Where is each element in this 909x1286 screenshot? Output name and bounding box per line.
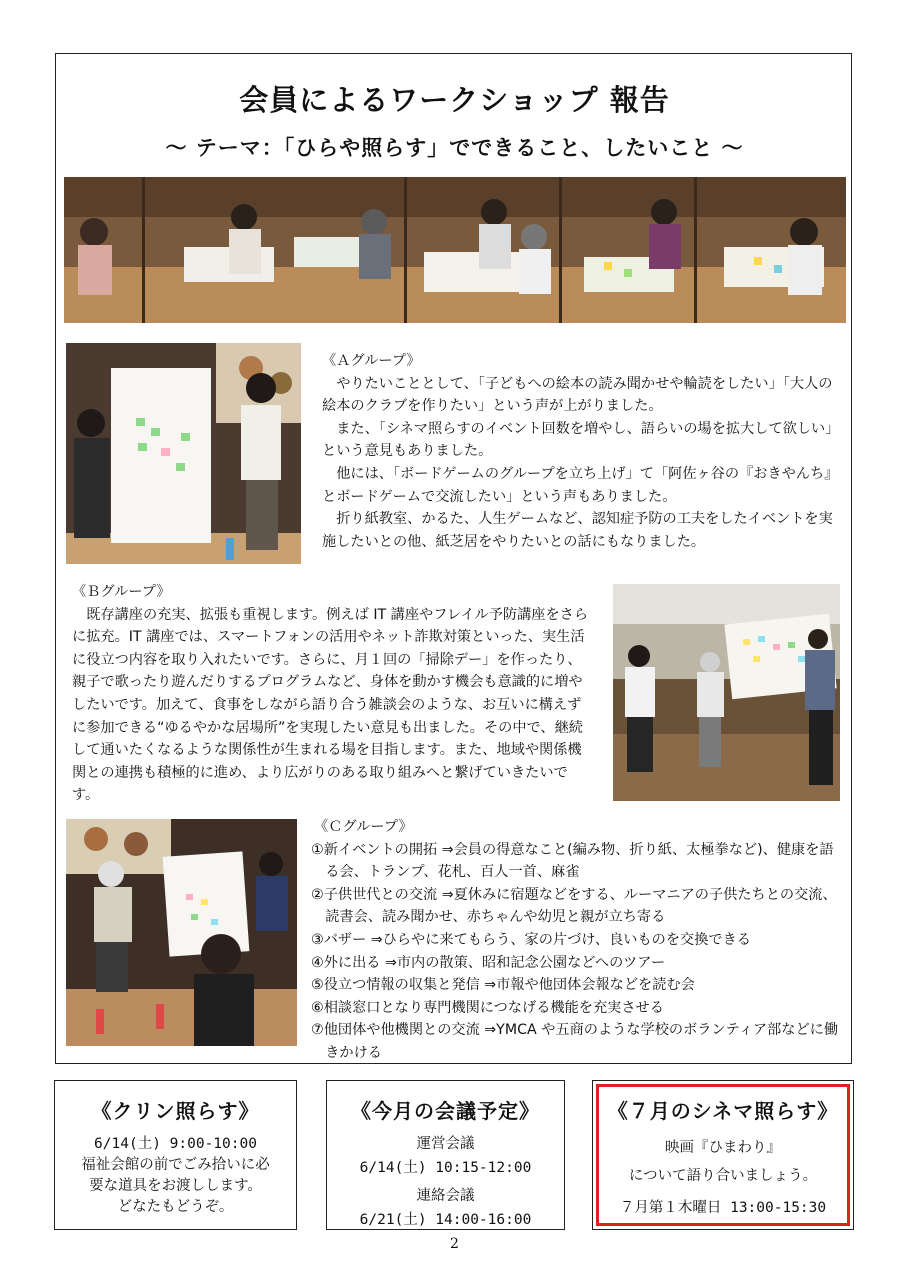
group-c-item: ①新イベントの開拓 ⇒会員の得意なこと(編み物、折り紙、太極拳など)、健康を語る会、トランプ、花札、百人一首、麻雀 bbox=[311, 841, 834, 881]
group-c-item: ⑤役立つ情報の収集と発信 ⇒市報や他団体会報などを読む会 bbox=[311, 977, 695, 994]
group-a-paragraph: また、「シネマ照らすのイベント回数を増やし、語らいの場を拡大して欲しい」という意見もありました。 bbox=[322, 420, 833, 460]
cinema-event-box bbox=[592, 1080, 854, 1230]
cinema-event-datetime: ７月第１木曜日 13:00-15:30 bbox=[619, 1200, 827, 1216]
group-a-paragraph: 他には、「ボードゲームのグループを立ち上げ」て「阿佐ヶ谷の『おきやんち』とボードゲームで交流したい」という声もありました。 bbox=[322, 465, 832, 505]
group-c-item: ②子供世代との交流 ⇒夏休みに宿題などをする、ルーマニアの子供たちとの交流、読書会、読み聞かせ、赤ちゃんや幼児と親が立ち寄る bbox=[311, 886, 837, 926]
meeting-name: 運営会議 bbox=[416, 1136, 475, 1152]
clean-event-box bbox=[54, 1080, 297, 1230]
group-c-item: ⑦他団体や他機関との交流 ⇒YMCA や五商のような学校のボランティア部などに働きかける bbox=[311, 1022, 839, 1061]
group-a-text bbox=[322, 350, 838, 553]
clean-event-datetime: 6/14(土) 9:00-10:00 bbox=[94, 1136, 257, 1152]
group-a-paragraph: 折り紙教室、かるた、人生ゲームなど、認知症予防の工夫をしたイベントを実施したいとの他、紙芝居をやりたいとの話にもなりました。 bbox=[322, 511, 833, 550]
cinema-event-accent-border bbox=[596, 1084, 850, 1226]
page-subtitle: ～ テーマ：「ひらや照らす」でできること、したいこと ～ bbox=[165, 136, 744, 160]
meeting-name: 連絡会議 bbox=[416, 1188, 475, 1204]
cinema-event-title: 《７月のシネマ照らす》 bbox=[607, 1099, 839, 1123]
group-c-item: ③バザー ⇒ひらやに来てもらう、家の片づけ、良いものを交換できる bbox=[311, 931, 751, 948]
group-b-text bbox=[72, 581, 592, 807]
page-title: 会員によるワークショップ 報告 bbox=[239, 83, 670, 117]
clean-event-title: 《クリン照らす》 bbox=[91, 1099, 260, 1123]
group-c-item: ④外に出る ⇒市内の散策、昭和記念公園などへのツアー bbox=[311, 954, 666, 971]
group-b-heading: 《Ｂグループ》 bbox=[72, 584, 171, 600]
clean-event-line: 要な道具をお渡しします。 bbox=[89, 1178, 262, 1194]
group-a-paragraph: やりたいこととして、「子どもへの絵本の読み聞かせや輪読をしたい」「大人の絵本のクラブを作りたい」という声が上がりました。 bbox=[322, 375, 833, 415]
clean-event-line: 福祉会館の前でごみ拾いに必 bbox=[81, 1157, 270, 1173]
group-b-paragraph: 既存講座の充実、拡張も重視します。例えば IT 講座やフレイル予防講座をさらに拡充。IT 講座では、スマートフォンの活用やネット詐欺対策といった、実生活に役立つ内容を取り入れたいです。さらに、月１回の「掃除デー」を作ったり、親子で歌ったり遊んだりするプログラムなど、身体を動かす機会も意識的に増やしたいです。加えて、食事をしながら語り合う雑談会のような、お互いに構えずに参加できる“ゆるやかな居場所”を実現したい意見も出ました。その中で、継続して通いたくなるような関係性が生まれる場を目指します。また、地域や関係機関との連携も積極的に進め、より広がりのある取り組みへと繋げていきたいです。 bbox=[72, 606, 589, 804]
cinema-event-line: について語り合いましょう。 bbox=[628, 1168, 818, 1184]
group-c-photo bbox=[66, 819, 297, 1046]
group-a-photo bbox=[66, 343, 301, 564]
page-number: 2 bbox=[450, 1236, 459, 1252]
group-c-text bbox=[311, 816, 841, 1065]
group-c-item: ⑥相談窓口となり専門機関につなげる機能を充実させる bbox=[311, 999, 664, 1016]
cinema-event-line: 映画『ひまわり』 bbox=[665, 1140, 781, 1156]
meeting-schedule-box bbox=[326, 1080, 565, 1230]
group-b-photo bbox=[613, 584, 840, 801]
clean-event-line: どなたもどうぞ。 bbox=[117, 1199, 234, 1215]
meeting-datetime: 6/21(土) 14:00-16:00 bbox=[359, 1212, 532, 1228]
group-a-heading: 《Ａグループ》 bbox=[322, 353, 421, 369]
meeting-schedule-title: 《今月の会議予定》 bbox=[351, 1099, 540, 1123]
group-c-heading: 《Ｃグループ》 bbox=[314, 819, 413, 835]
meeting-datetime: 6/14(土) 10:15-12:00 bbox=[359, 1160, 532, 1176]
workshop-panorama-photo bbox=[64, 177, 846, 323]
